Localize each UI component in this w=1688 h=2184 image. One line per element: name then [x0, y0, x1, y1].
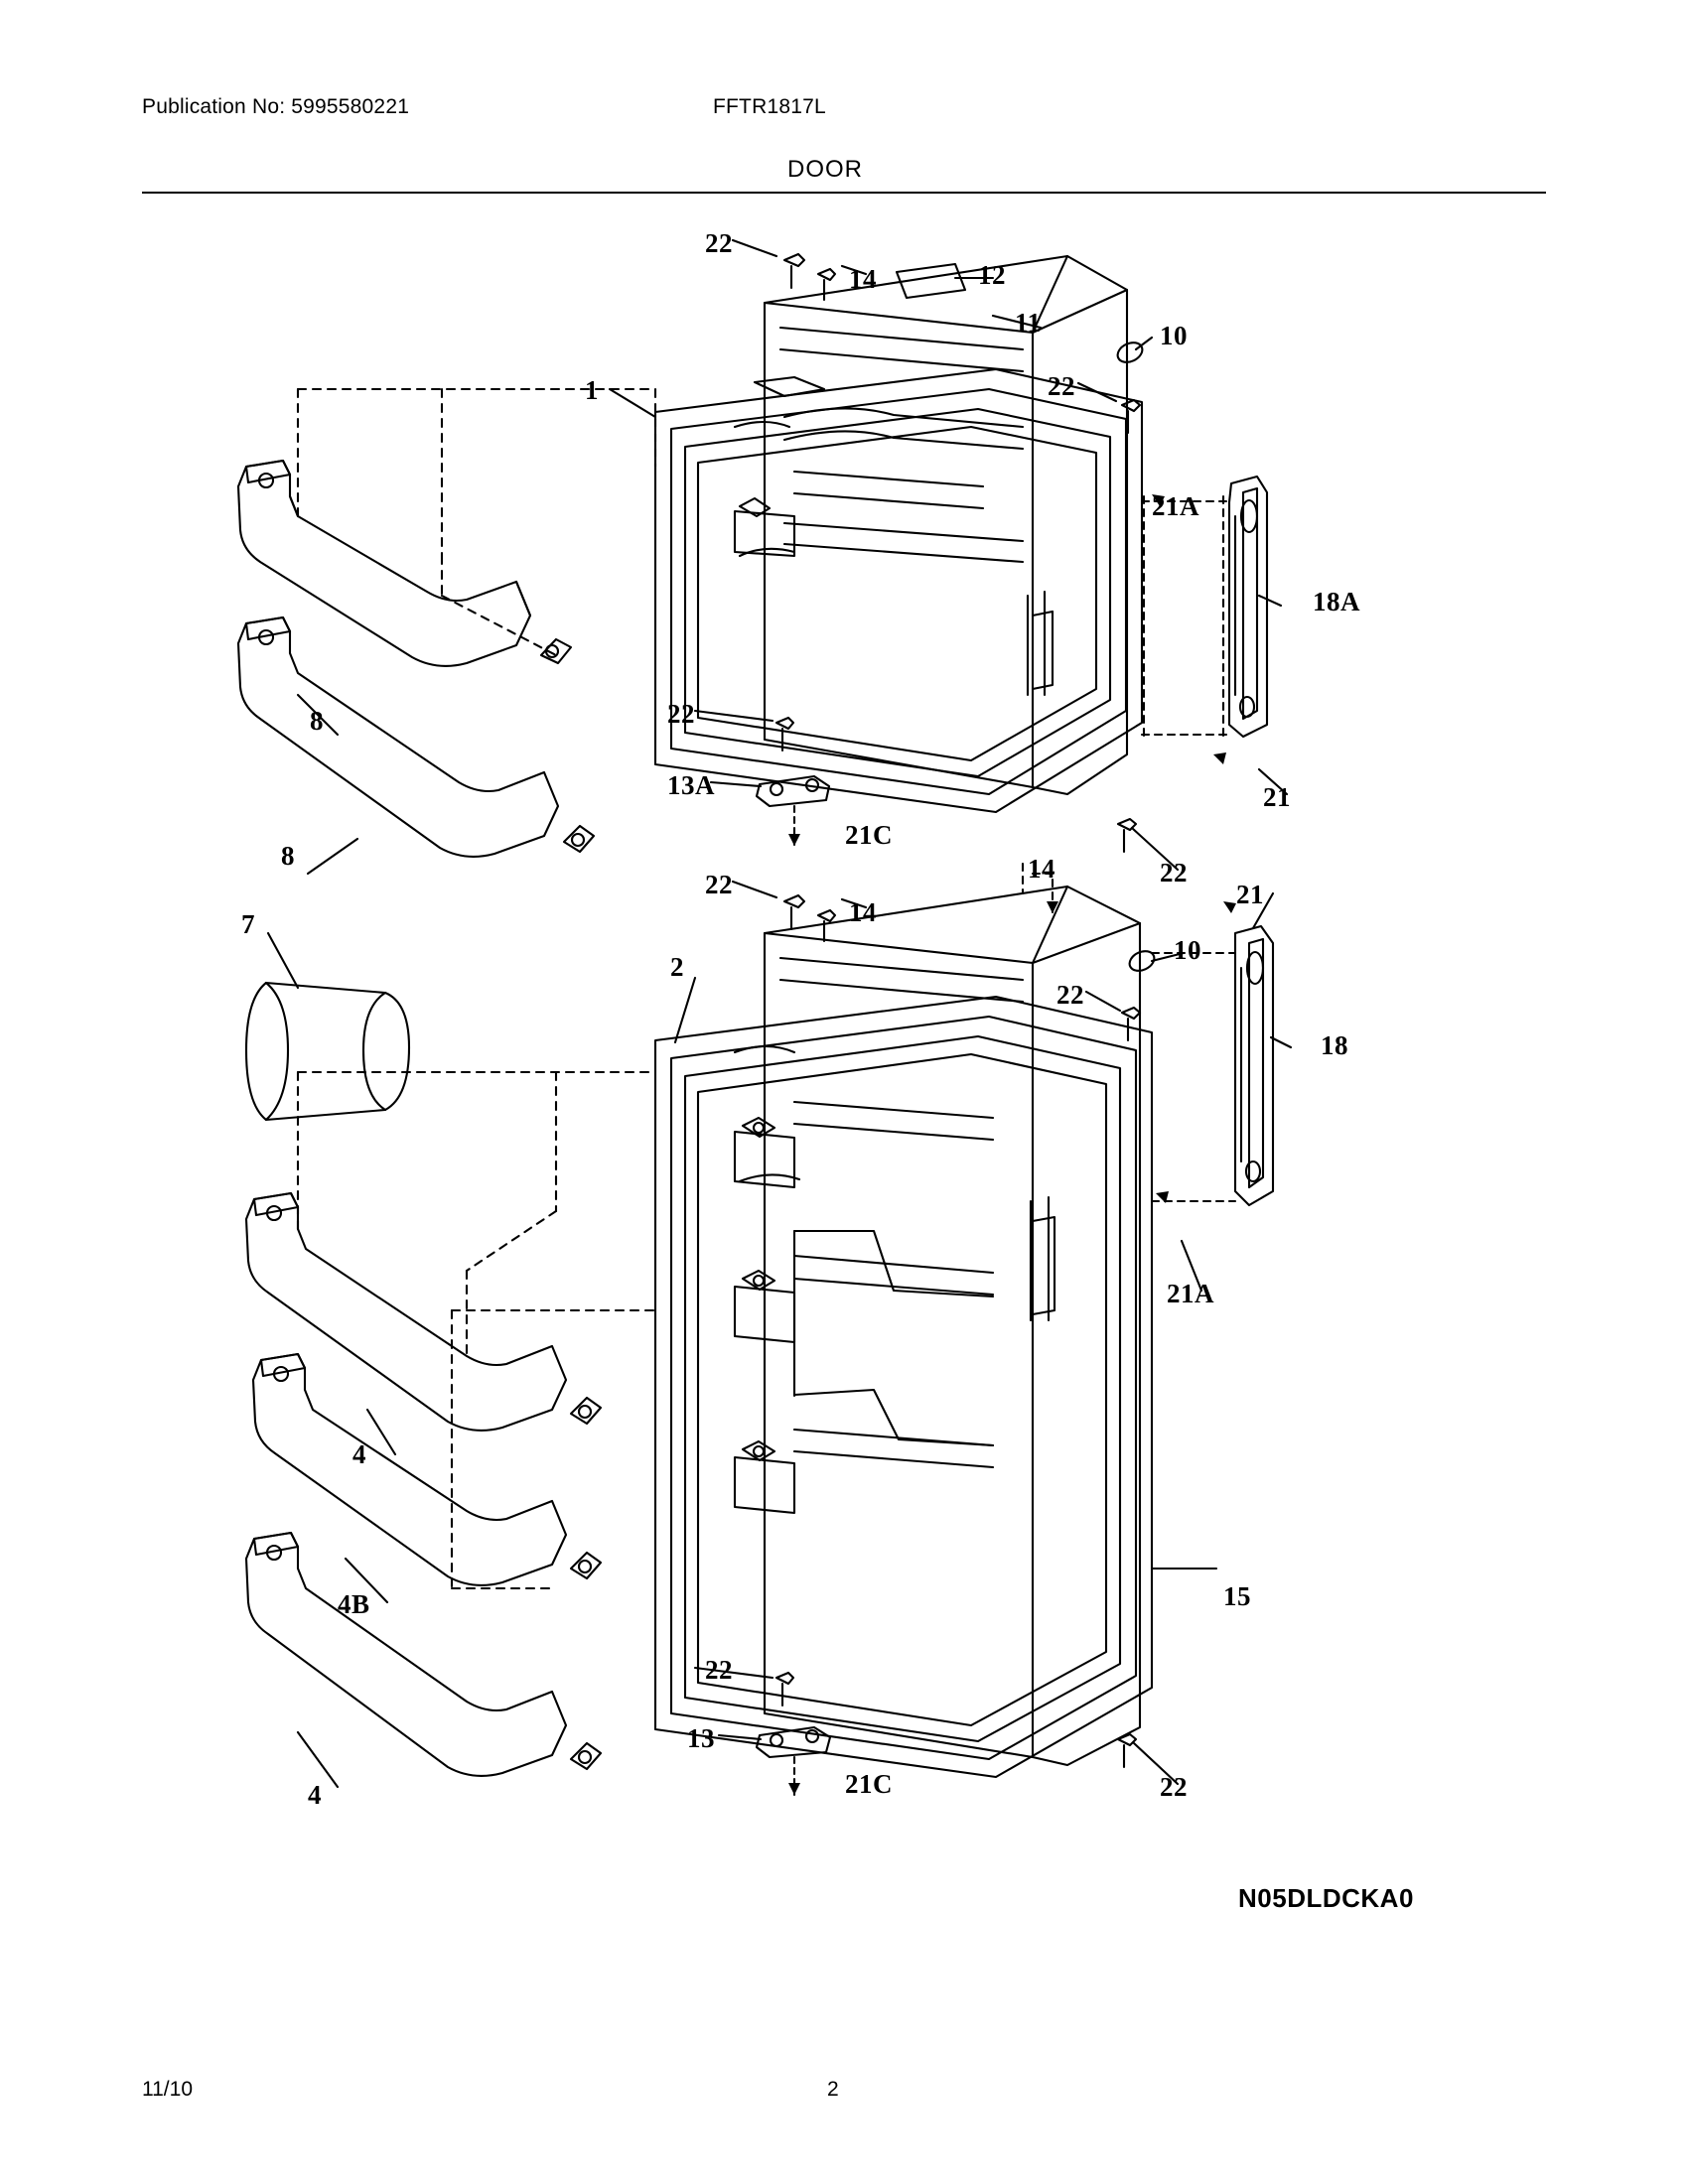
callout-label: 21A: [1167, 1279, 1214, 1308]
callout-label: 22: [1048, 371, 1075, 401]
footer-date: 11/10: [142, 2078, 193, 2101]
callout-label: 22: [705, 870, 733, 899]
callout-label: 11: [1015, 308, 1042, 338]
callout-label: 14: [849, 897, 877, 927]
callout-label: 4: [352, 1439, 366, 1469]
callout-label: 21: [1263, 782, 1291, 812]
callout-label: 15: [1223, 1581, 1251, 1611]
callout-label: 13: [687, 1723, 715, 1753]
callout-label: 21C: [845, 820, 893, 850]
callout-label: 21C: [845, 1769, 893, 1799]
callout-label: 10: [1160, 321, 1188, 350]
callout-label: 4B: [338, 1589, 370, 1619]
callout-label: 8: [310, 706, 324, 736]
callout-label: 2: [670, 952, 684, 982]
diagram-code: N05DLDCKA0: [1238, 1883, 1414, 1913]
callout-label: 4: [308, 1780, 322, 1810]
page-title: DOOR: [787, 156, 863, 183]
callout-label: 14: [849, 264, 877, 294]
callout-label: 21: [1236, 880, 1264, 909]
callout-label: 22: [1160, 858, 1188, 887]
callout-label: 8: [281, 841, 295, 871]
publication-number: Publication No: 5995580221: [142, 95, 410, 118]
callout-label: 21A: [1152, 491, 1199, 521]
footer-page-number: 2: [827, 2078, 839, 2101]
callout-label: 13A: [667, 770, 715, 800]
callout-label: 22: [1160, 1772, 1188, 1802]
callout-label: 12: [978, 260, 1006, 290]
callout-label: 10: [1174, 935, 1201, 965]
callout-label: 22: [1056, 980, 1084, 1010]
callout-label: 14: [1028, 854, 1055, 884]
callout-label: 22: [705, 1655, 733, 1685]
callout-label: 22: [705, 228, 733, 258]
callout-label: 22: [667, 699, 695, 729]
callout-label: 18: [1321, 1030, 1348, 1060]
callout-label: 18A: [1313, 587, 1360, 616]
callout-label: 1: [585, 375, 599, 405]
model-number: FFTR1817L: [713, 95, 826, 118]
callout-label: 7: [241, 909, 255, 939]
